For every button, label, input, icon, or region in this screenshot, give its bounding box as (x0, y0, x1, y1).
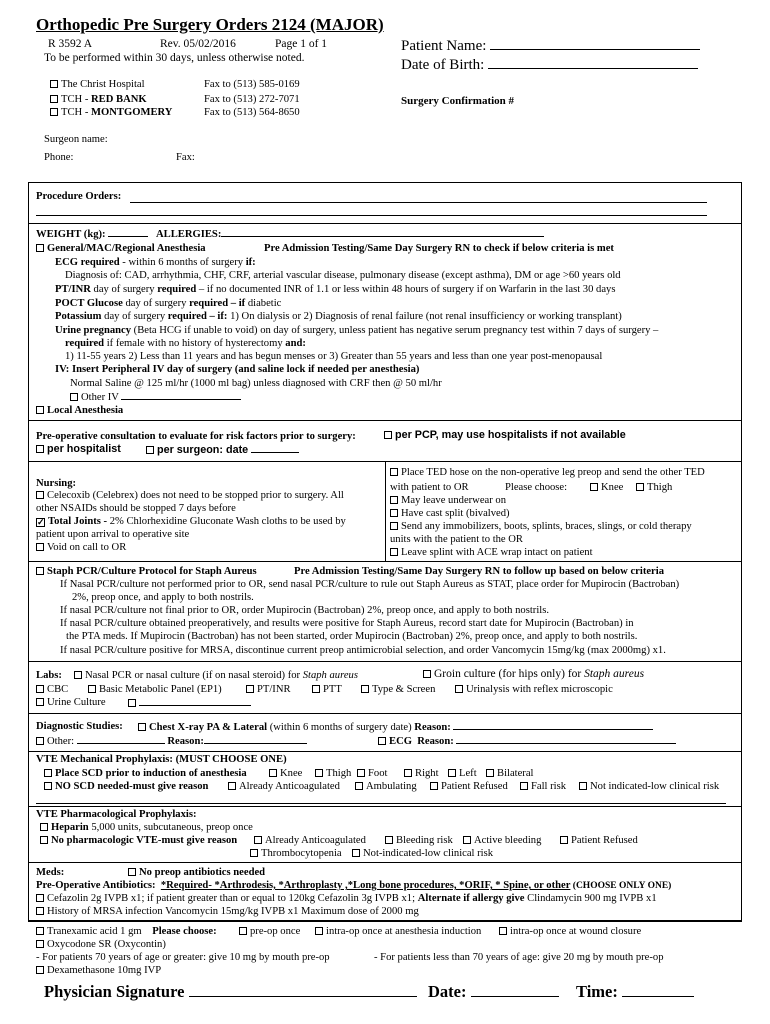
divider (28, 661, 742, 662)
staph-line: If nasal PCR/culture obtained preoperatively, and results were positive for Staph Aureus, record start date for Mupirocin (Bactroban) in (60, 618, 634, 629)
checkbox-icon[interactable] (357, 769, 365, 777)
celecoxib[interactable]: Celecoxib (Celebrex) does not need to be stopped prior to surgery. All (36, 489, 344, 502)
hospital-christ-fax: Fax to (513) 585-0169 (204, 79, 300, 90)
hospital-christ[interactable]: The Christ Hospital (50, 79, 145, 90)
vte-no-scd[interactable]: NO SCD needed-must give reason (44, 780, 208, 793)
oxycodone-under-70: - For patients less than 70 years of age: give 20 mg by mouth pre-op (374, 952, 664, 963)
signature-time[interactable]: Time: (576, 982, 694, 1002)
lab-type-screen[interactable]: Type & Screen (361, 683, 435, 696)
vte-thrombocytopenia[interactable]: Thrombocytopenia (250, 847, 342, 860)
iv-order: IV: Insert Peripheral IV day of surgery (and saline lock if needed per anesthesia) (55, 364, 420, 375)
staph-line: If nasal PCR/culture not final prior to OR, order Mupirocin (Bactroban) 2%, preop once, and apply to both nostrils. (60, 605, 549, 616)
checkbox-icon[interactable] (246, 685, 254, 693)
meds-label: Meds: (36, 867, 65, 878)
form-title: Orthopedic Pre Surgery Orders 2124 (MAJOR) (36, 15, 384, 34)
checkbox-icon[interactable] (361, 685, 369, 693)
labs-label: Labs: (36, 670, 62, 681)
preop-antibiotics: Pre-Operative Antibiotics: *Required- *Arthrodesis, *Arthroplasty ,*Long bone procedures, *ORIF, * Spine, or other (CHOOSE ONLY ONE) (36, 880, 672, 891)
staph-line: If Nasal PCR/culture not performed prior to OR, send nasal PCR/culture to rule out Staph Aureus as STAT, place order for Mupirocin (Bactroban) (60, 579, 680, 590)
cefazolin[interactable]: Cefazolin 2g IVPB x1; if patient greater than or equal to 120kg Cefazolin 3g IVPB x1; Alternate if allergy give Clindamycin 900 mg IVPB x1 (36, 892, 657, 905)
surgery-confirmation: Surgery Confirmation # (401, 95, 515, 107)
dob-field[interactable]: Date of Birth: (401, 55, 698, 74)
checkbox-icon[interactable] (40, 823, 48, 831)
checkbox-icon[interactable] (146, 446, 154, 454)
checkbox-icon[interactable] (384, 431, 392, 439)
ecg-diagnosis: Diagnosis of: CAD, arrhythmia, CHF, CRF, arterial vascular disease, pulmonary disease (except asthma), DM or age >60 years old (65, 270, 621, 281)
checkbox-icon[interactable] (520, 782, 528, 790)
checkbox-icon[interactable] (390, 509, 398, 517)
checkbox-icon[interactable] (36, 543, 44, 551)
checkbox-icon[interactable] (378, 737, 386, 745)
checkbox-icon[interactable] (390, 522, 398, 530)
ted-choose: Please choose: (505, 482, 568, 493)
checkbox-icon[interactable] (385, 836, 393, 844)
procedure-orders-label: Procedure Orders: (36, 191, 122, 202)
staph-pat-note: Pre Admission Testing/Same Day Surgery RN to follow up based on below criteria (294, 566, 665, 577)
procedure-line-1[interactable] (130, 202, 707, 203)
divider (28, 862, 742, 863)
vte-pharm-label: VTE Pharmacological Prophylaxis: (36, 809, 197, 820)
txa-closure[interactable]: intra-op once at wound closure (499, 925, 641, 938)
ecg-required: ECG required - within 6 months of surgery if: (55, 257, 256, 268)
poct-glucose: POCT Glucose day of surgery required – if diabetic (55, 298, 282, 309)
checkbox-icon[interactable] (44, 782, 52, 790)
checkbox-icon[interactable] (88, 685, 96, 693)
immobilizers[interactable]: Send any immobilizers, boots, splints, braces, slings, or cold therapy (390, 520, 692, 533)
staph-line: If nasal PCR/culture positive for MRSA, discontinue current preop antimicrobial selection, and order Vancomycin 15mg/kg (max 2000mg) x1. (60, 645, 666, 656)
hospital-montgomery-fax: Fax to (513) 564-8650 (204, 107, 300, 118)
diagnostic-ecg[interactable]: ECG Reason: (378, 734, 676, 748)
checkbox-icon[interactable] (36, 491, 44, 499)
vte-right[interactable]: Right (404, 767, 439, 780)
checkbox-icon[interactable] (128, 699, 136, 707)
checkbox-icon[interactable] (50, 95, 58, 103)
checkbox-icon[interactable] (423, 670, 431, 678)
lab-groin-culture[interactable]: Groin culture (for hips only) for Staph aureus (423, 668, 644, 681)
celecoxib-cont: other NSAIDs should be stopped 7 days before (36, 503, 236, 514)
checkbox-icon[interactable] (50, 80, 58, 88)
checkbox-icon[interactable] (239, 927, 247, 935)
divider (28, 806, 742, 807)
oxycodone-over-70: - For patients 70 years of age or greater: give 10 mg by mouth pre-op (36, 952, 330, 963)
urine-criteria: 1) 11-55 years 2) Less than 11 years and has begun menses or 3) Greater than 55 years and less than one year post-menopausal (65, 351, 603, 362)
hospital-redbank[interactable]: TCH - RED BANK (50, 94, 147, 105)
checkbox-icon[interactable] (355, 782, 363, 790)
vte-mech-low-risk[interactable]: Not indicated-low clinical risk (579, 780, 719, 793)
physician-signature[interactable]: Physician Signature (44, 982, 417, 1002)
divider (28, 751, 742, 752)
checkbox-icon[interactable] (390, 496, 398, 504)
weight-field[interactable]: WEIGHT (kg): (36, 227, 148, 240)
validity-note: To be performed within 30 days, unless otherwise noted. (44, 52, 305, 64)
checkbox-icon[interactable] (128, 868, 136, 876)
fax-label: Fax: (176, 152, 195, 163)
vte-bleeding-risk[interactable]: Bleeding risk (385, 834, 453, 847)
immobilizers-cont: units with the patient to the OR (390, 534, 523, 545)
vte-pharm-refused[interactable]: Patient Refused (560, 834, 638, 847)
checkbox-icon[interactable] (36, 907, 44, 915)
checked-checkbox-icon[interactable]: ✓ (37, 517, 45, 527)
vte-bilateral[interactable]: Bilateral (486, 767, 533, 780)
checkbox-icon[interactable] (36, 737, 44, 745)
urine-pregnancy: Urine pregnancy (Beta HCG if unable to void) on day of surgery, unless patient has negative serum pregnancy test within 7 days of surgery – (55, 325, 659, 336)
ted-thigh[interactable]: Thigh (636, 481, 672, 494)
vte-active-bleeding[interactable]: Active bleeding (463, 834, 541, 847)
staph-line: 2%, preop once, and apply to both nostrils. (72, 592, 254, 603)
diagnostic-other[interactable]: Other: Reason: (36, 734, 307, 748)
nursing-label: Nursing: (36, 478, 77, 489)
hospital-montgomery[interactable]: TCH - MONTGOMERY (50, 107, 172, 118)
checkbox-icon[interactable] (312, 685, 320, 693)
checkbox-icon[interactable] (74, 671, 82, 679)
lab-ptt[interactable]: PTT (312, 683, 342, 696)
checkbox-icon[interactable] (448, 769, 456, 777)
procedure-line-2[interactable] (36, 215, 707, 216)
consult-label: Pre-operative consultation to evaluate for risk factors prior to surgery: (36, 431, 356, 442)
void-on-call[interactable]: Void on call to OR (36, 541, 126, 554)
lab-urine-culture[interactable]: Urine Culture (36, 696, 106, 709)
chest-xray[interactable]: Chest X-ray PA & Lateral (within 6 months of surgery date) Reason: (138, 720, 653, 734)
surgeon-name-label: Surgeon name: (44, 134, 108, 145)
checkbox-icon[interactable] (430, 782, 438, 790)
vte-scd[interactable]: Place SCD prior to induction of anesthesia (44, 767, 247, 780)
other-iv[interactable]: Other IV (70, 390, 241, 404)
total-joints[interactable]: ✓ Total Joints - 2% Chlorhexidine Gluconate Wash cloths to be used by (37, 516, 346, 527)
vte-mech-label: VTE Mechanical Prophylaxis: (MUST CHOOSE ONE) (36, 754, 287, 765)
phone-label: Phone: (44, 152, 74, 163)
vte-reason-line[interactable] (36, 803, 726, 804)
checkbox-icon[interactable] (70, 393, 78, 401)
checkbox-icon[interactable] (250, 849, 258, 857)
checkbox-icon[interactable] (36, 698, 44, 706)
lab-bmp[interactable]: Basic Metabolic Panel (EP1) (88, 683, 222, 696)
mrsa-vancomycin[interactable]: History of MRSA infection Vancomycin 15mg/kg IVPB x1 Maximum dose of 2000 mg (36, 905, 419, 918)
oxycodone[interactable]: Oxycodone SR (Oxycontin) (36, 938, 166, 951)
staph-protocol[interactable]: Staph PCR/Culture Protocol for Staph Aureus (36, 565, 257, 578)
checkbox-icon[interactable] (50, 108, 58, 116)
allergies-field[interactable]: ALLERGIES: (156, 227, 544, 240)
underwear[interactable]: May leave underwear on (390, 494, 506, 507)
vte-thigh[interactable]: Thigh (315, 767, 351, 780)
checkbox-icon[interactable] (590, 483, 598, 491)
lab-urinalysis[interactable]: Urinalysis with reflex microscopic (455, 683, 613, 696)
checkbox-icon[interactable] (315, 769, 323, 777)
ted-hose-cont: with patient to OR (390, 482, 469, 493)
vte-mech-anticoag[interactable]: Already Anticoagulated (228, 780, 340, 793)
ptinr-required: PT/INR day of surgery required – if no documented INR of 1.1 or less within 48 hours of surgery if on Warfarin in the last 30 days (55, 284, 616, 295)
hospital-redbank-fax: Fax to (513) 272-7071 (204, 94, 300, 105)
checkbox-icon[interactable] (636, 483, 644, 491)
cast-split[interactable]: Have cast split (bivalved) (390, 507, 510, 520)
divider (28, 561, 742, 562)
tranexamic-acid[interactable]: Tranexamic acid 1 gm Please choose: (36, 925, 217, 938)
vte-ambulating[interactable]: Ambulating (355, 780, 417, 793)
nursing-divider (385, 461, 386, 562)
vte-pharm-low-risk[interactable]: Not-indicated-low clinical risk (352, 847, 493, 860)
form-number: R 3592 A (48, 38, 93, 50)
no-preop-antibiotics[interactable]: No preop antibiotics needed (128, 866, 265, 879)
patient-name-field[interactable]: Patient Name: (401, 36, 700, 55)
checkbox-icon[interactable] (36, 940, 44, 948)
vte-heparin[interactable]: Heparin 5,000 units, subcutaneous, preop once (40, 821, 253, 834)
checkbox-icon[interactable] (44, 769, 52, 777)
lab-ptinr[interactable]: PT/INR (246, 683, 291, 696)
urine-required: required if female with no history of hysterectomy and: (65, 338, 306, 349)
diagnostic-label: Diagnostic Studies: (36, 721, 123, 732)
vte-knee[interactable]: Knee (269, 767, 302, 780)
vte-fall-risk[interactable]: Fall risk (520, 780, 566, 793)
consult-surgeon[interactable]: per surgeon: date (146, 443, 299, 457)
lab-other[interactable] (128, 696, 251, 710)
checkbox-icon[interactable] (36, 966, 44, 974)
vte-foot[interactable]: Foot (357, 767, 387, 780)
potassium: Potassium day of surgery required – if: 1) On dialysis or 2) Diagnosis of renal failure (not renal insufficiency or working transplant) (55, 311, 622, 322)
divider (28, 420, 742, 421)
ted-hose[interactable]: Place TED hose on the non-operative leg preop and send the other TED (390, 466, 705, 479)
checkbox-icon[interactable] (269, 769, 277, 777)
checkbox-icon[interactable] (228, 782, 236, 790)
checkbox-icon[interactable] (455, 685, 463, 693)
checkbox-icon[interactable] (352, 849, 360, 857)
checkbox-icon[interactable] (36, 685, 44, 693)
checkbox-icon[interactable] (36, 894, 44, 902)
checkbox-icon[interactable] (36, 244, 44, 252)
txa-induction[interactable]: intra-op once at anesthesia induction (315, 925, 481, 938)
checkbox-icon[interactable] (36, 567, 44, 575)
lab-cbc[interactable]: CBC (36, 683, 68, 696)
lab-nasal-pcr[interactable]: Nasal PCR or nasal culture (if on nasal steroid) for Staph aureus (74, 669, 358, 682)
iv-rate: Normal Saline @ 125 ml/hr (1000 ml bag) unless diagnosed with CRF then @ 50 ml/hr (70, 378, 442, 389)
txa-preop[interactable]: pre-op once (239, 925, 300, 938)
checkbox-icon[interactable] (254, 836, 262, 844)
checkbox-icon[interactable] (486, 769, 494, 777)
consult-hospitalist[interactable]: per hospitalist (36, 443, 121, 456)
checkbox-icon[interactable] (315, 927, 323, 935)
pat-check-note: Pre Admission Testing/Same Day Surgery RN to check if below criteria is met (264, 243, 614, 254)
checkbox-icon[interactable] (579, 782, 587, 790)
checkbox-icon[interactable] (404, 769, 412, 777)
consult-pcp[interactable]: per PCP, may use hospitalists if not available (384, 429, 626, 442)
checkbox-icon[interactable] (36, 927, 44, 935)
checkbox-icon[interactable] (463, 836, 471, 844)
staph-line: the PTA meds. If Mupirocin (Bactroban) has not been started, order Mupirocin (Bactroban) 2%, preop once, and apply to both nostrils. (66, 631, 638, 642)
vte-left[interactable]: Left (448, 767, 477, 780)
checkbox-icon[interactable] (36, 406, 44, 414)
checkbox-icon[interactable] (138, 723, 146, 731)
checkbox-icon[interactable] (499, 927, 507, 935)
vte-pharm-anticoag[interactable]: Already Anticoagulated (254, 834, 366, 847)
checkbox-icon[interactable] (390, 468, 398, 476)
checkbox-icon[interactable] (36, 445, 44, 453)
page-number: Page 1 of 1 (275, 38, 328, 50)
total-joints-cont: patient upon arrival to operative site (36, 529, 190, 540)
leave-splint[interactable]: Leave splint with ACE wrap intact on patient (390, 546, 593, 559)
checkbox-icon[interactable] (560, 836, 568, 844)
vte-mech-refused[interactable]: Patient Refused (430, 780, 508, 793)
signature-date[interactable]: Date: (428, 982, 559, 1002)
divider (28, 920, 742, 921)
general-anesthesia[interactable]: General/MAC/Regional Anesthesia (36, 242, 206, 255)
checkbox-icon[interactable] (40, 836, 48, 844)
revision: Rev. 05/02/2016 (160, 38, 236, 50)
checkbox-icon[interactable] (390, 548, 398, 556)
local-anesthesia[interactable]: Local Anesthesia (36, 404, 123, 417)
divider (28, 713, 742, 714)
ted-knee[interactable]: Knee (590, 481, 623, 494)
divider (28, 223, 742, 224)
vte-no-pharm[interactable]: No pharmacologic VTE-must give reason (40, 834, 237, 847)
dexamethasone[interactable]: Dexamethasone 10mg IVP (36, 964, 161, 977)
